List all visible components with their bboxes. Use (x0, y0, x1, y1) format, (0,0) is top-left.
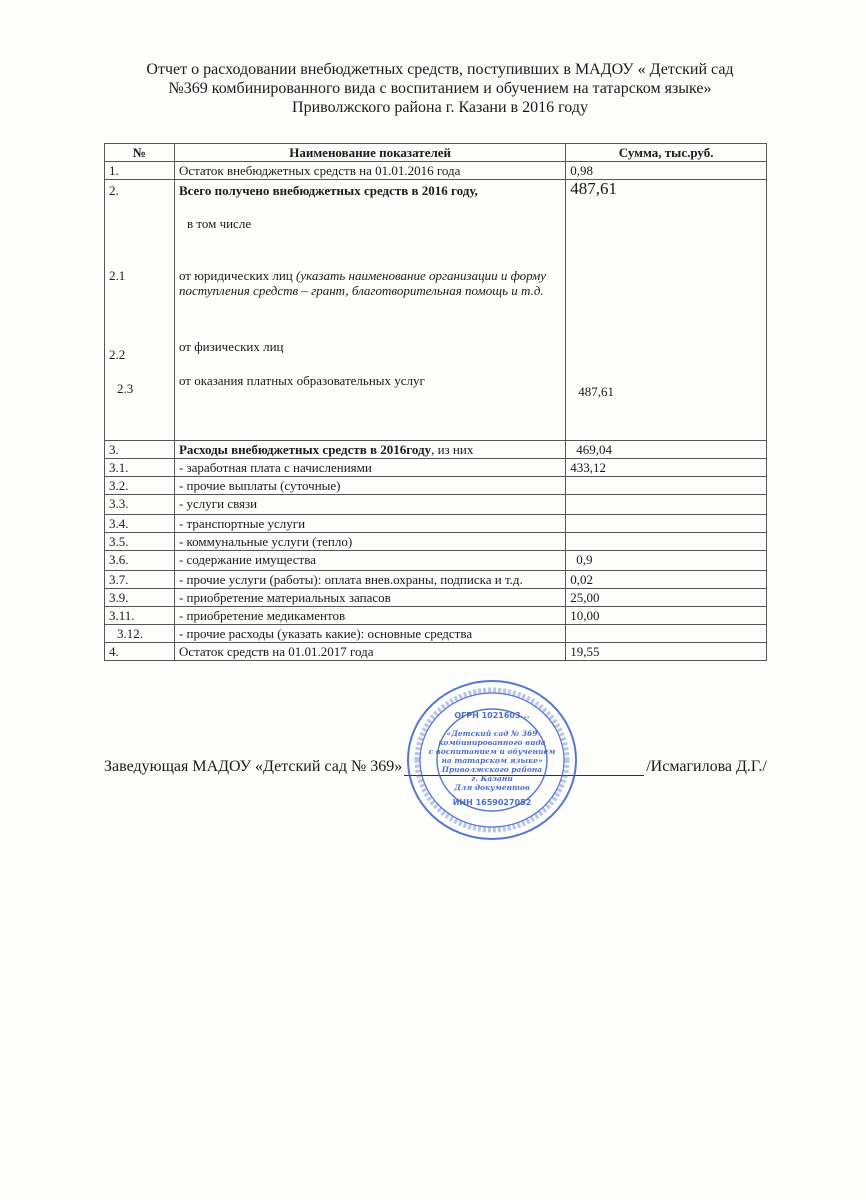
row-number: 3.1. (105, 459, 175, 477)
row-label: Расходы внебюджетных средств в 2016году, из них (174, 441, 565, 459)
row-number: 3. (105, 441, 175, 459)
row-value (566, 533, 767, 551)
row-label: - приобретение материальных запасов (174, 589, 565, 607)
stamp-line: «Детский сад № 369 (446, 729, 538, 738)
row-label: Остаток внебюджетных средств на 01.01.2016 года (174, 162, 565, 180)
row-label: - заработная плата с начислениями (174, 459, 565, 477)
title-line: №369 комбинированного вида с воспитанием и обучением на татарском языке» (168, 80, 712, 97)
row-number: 3.9. (105, 589, 175, 607)
row-label: Остаток средств на 01.01.2017 года (174, 643, 565, 661)
row-number: 3.7. (105, 571, 175, 589)
table-row (105, 162, 767, 180)
row-number: 4. (105, 643, 175, 661)
row-number: 3.2. (105, 477, 175, 495)
row-number: 2.2 (109, 347, 126, 362)
header-number: № (105, 144, 175, 162)
signatory-position: Заведующая МАДОУ «Детский сад № 369» (104, 758, 403, 775)
row-label: - содержание имущества (174, 551, 565, 571)
row-value: 487,61 (578, 384, 615, 399)
row-label: - услуги связи (174, 495, 565, 515)
row-value: 25,00 (566, 589, 767, 607)
table-row (105, 625, 767, 643)
row-value: 0,02 (566, 571, 767, 589)
row-number: 1. (105, 162, 175, 180)
row-label-individuals: от физических лиц (178, 339, 284, 354)
row-label: - транспортные услуги (174, 515, 565, 533)
header-amount: Сумма, тыс.руб. (566, 144, 767, 162)
table-row (105, 477, 767, 495)
stamp-line: с воспитанием и обучением (428, 747, 556, 756)
note-text: (указать наименование организации и форму поступления средств – грант, благотворительная помощь и т.д. (178, 268, 547, 298)
stamp-inn: ИНН 1659027052 (452, 798, 532, 807)
stamp-line: г. Казани (471, 774, 513, 783)
official-seal-stamp (405, 678, 580, 843)
table-row (105, 533, 767, 551)
row-number: 3.4. (105, 515, 175, 533)
table-row (105, 643, 767, 661)
row-value: 469,04 (566, 441, 767, 459)
signatory-name: /Исмагилова Д.Г./ (646, 758, 767, 775)
row-value: 0,9 (566, 551, 767, 571)
row-value: 0,98 (566, 162, 767, 180)
stamp-line: комбинированного вида (438, 738, 546, 747)
row-number: 2.3 (117, 381, 134, 396)
row-label-paid-services: от оказания платных образовательных услуг (178, 373, 425, 388)
stamp-line: Приволжского района (441, 765, 543, 774)
row-number: 2. (109, 183, 119, 198)
row-label: - прочие расходы (указать какие): основные средства (174, 625, 565, 643)
row-value: 487,61 (570, 179, 618, 198)
row-number: 3.12. (105, 625, 175, 643)
row-value (566, 477, 767, 495)
row-value (566, 625, 767, 643)
stamp-line: на татарском языке» (441, 756, 543, 765)
row-number: 3.3. (105, 495, 175, 515)
row-label: Всего получено внебюджетных средств в 2016 году, (178, 183, 478, 198)
row-value: 433,12 (566, 459, 767, 477)
table-header-row (105, 144, 767, 162)
row-number: 2.1 (109, 268, 126, 283)
row-number: 3.11. (105, 607, 175, 625)
title-line: Приволжского района г. Казани в 2016 году (292, 99, 588, 116)
stamp-line: Для документов (454, 783, 530, 792)
subsection-intro: в том числе (186, 216, 252, 231)
row-label: - прочие услуги (работы): оплата внев.охраны, подписка и т.д. (174, 571, 565, 589)
table-row (105, 607, 767, 625)
title-line: Отчет о расходовании внебюджетных средств, поступивших в МАДОУ « Детский сад (146, 61, 734, 78)
table-row (105, 515, 767, 533)
row-value (566, 515, 767, 533)
table-row-received (105, 180, 767, 441)
report-table (104, 143, 767, 661)
row-number: 3.6. (105, 551, 175, 571)
table-row (105, 459, 767, 477)
row-label-legal-entities: от юридических лиц (указать наименование организации и форму поступления средств – грант, благотворительная помощь и т.д. (178, 268, 547, 298)
row-label: - коммунальные услуги (тепло) (174, 533, 565, 551)
row-label: - приобретение медикаментов (174, 607, 565, 625)
table-row-expenses (105, 441, 767, 459)
document-title (100, 60, 780, 117)
row-value: 10,00 (566, 607, 767, 625)
table-row (105, 589, 767, 607)
row-value: 19,55 (566, 643, 767, 661)
row-number: 3.5. (105, 533, 175, 551)
row-value (566, 495, 767, 515)
table-row (105, 551, 767, 571)
table-row (105, 571, 767, 589)
header-indicator: Наименование показателей (174, 144, 565, 162)
stamp-ogrn: ОГРН 1021603... (454, 711, 530, 720)
table-row (105, 495, 767, 515)
row-label: - прочие выплаты (суточные) (174, 477, 565, 495)
